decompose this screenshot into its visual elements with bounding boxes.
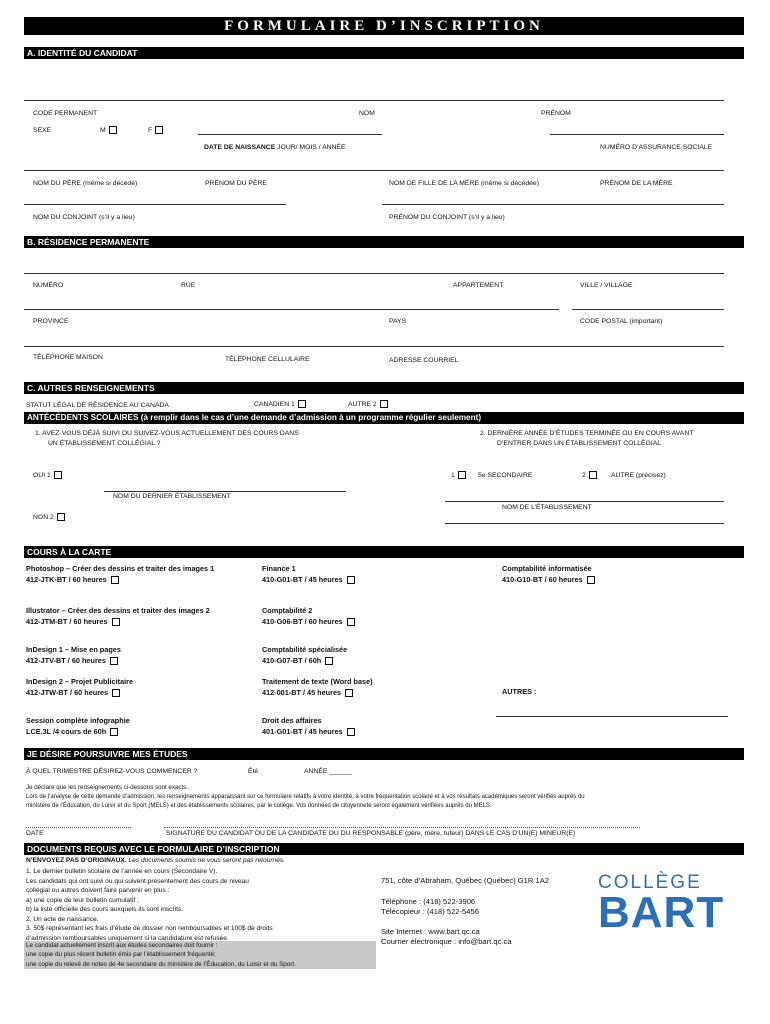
course-comptabilite-specialisee[interactable]: Comptabilité spécialisée 410-G07-BT / 60h [262,645,348,665]
trimestre-label: À QUEL TRIMESTRE DÉSIREZ-VOUS COMMENCER ? [26,768,198,775]
numero-label: NUMÉRO [33,282,64,289]
comptabilite-2-checkbox[interactable] [347,618,355,626]
prenom-label: PRÉNOM [541,110,571,117]
m-label: M [100,126,106,134]
indesign-1-checkbox[interactable] [110,657,118,665]
course-indesign-1[interactable]: InDesign 1 – Mise en pages 412-JTV-BT / 60 heures [26,645,121,665]
telephone-text: Téléphone : (418) 522-3906 [381,897,476,906]
courriel-label: ADRESSE COURRIEL [389,357,459,364]
form-title: FORMULAIRE D’INSCRIPTION [24,17,744,35]
appartement-label: APPARTEMENT [453,282,504,289]
doc-line: collégial ou autres doivent faire parvenir en plus : [26,887,170,894]
doc-line: 3. 50$ représentant les frais d’étude de dossier non remboursables et 100$ de droits [26,925,273,932]
dernier-etab-field[interactable] [104,491,346,492]
prenom-pere-label: PRÉNOM DU PÈRE [205,180,267,187]
identity-line [24,100,724,101]
signature-field[interactable] [164,827,640,828]
grey-line: une copie du relevé de notes de 4e secondaire du ministère de l’Éducation, du Loisir et du Sport. [26,960,296,968]
autre-option[interactable]: AUTRE 2 [348,400,388,408]
documents-header: DOCUMENTS REQUIS AVEC LE FORMULAIRE D’INSCRIPTION [24,843,744,855]
pays-label: PAYS [389,318,407,325]
sexe-label: SEXE [33,127,52,134]
code-postal-field[interactable] [572,309,724,310]
autre-checkbox[interactable] [380,400,388,408]
photoshop-checkbox[interactable] [111,576,119,584]
course-illustrator[interactable]: Illustrator – Créer des dessins et traiter des images 2 412-JTM-BT / 60 heures [26,606,210,626]
f-checkbox[interactable] [155,126,163,134]
n-envoyez-text: N’ENVOYEZ PAS D’ORIGINAUX. Les documents soumis ne vous seront pas retournés. [26,857,285,864]
courrier-text[interactable]: Courrier électronique : info@bart.qc.ca [381,937,512,946]
ete-label[interactable]: Été [248,768,259,775]
code-postal-label: CODE POSTAL (important) [580,318,663,325]
section-b-header: B. RÉSIDENCE PERMANENTE [24,236,744,248]
nom-etab-label: NOM DE L’ÉTABLISSEMENT [502,504,592,511]
province-label: PROVINCE [33,318,69,325]
m-checkbox[interactable] [109,126,117,134]
course-comptabilite-2[interactable]: Comptabilité 2 410-G06-BT / 60 heures [262,605,355,627]
comptabilite-informatisee-checkbox[interactable] [587,576,595,584]
q1-line1: 1. AVEZ-VOUS DÉJÀ SUIVI OU SUIVEZ-VOUS ACTUELLEMENT DES COURS DANS [35,430,299,437]
dernier-etab-label: NOM DU DERNIER ÉTABLISSEMENT [113,493,231,500]
prenom-mere-label: PRÉNOM DE LA MÈRE [600,180,673,187]
college-bart-logo [598,872,724,938]
nas-field[interactable] [550,134,724,135]
cours-header: COURS À LA CARTE [24,546,744,558]
statut-label: STATUT LÉGAL DE RÉSIDENCE AU CANADA [26,402,169,409]
q2-line2: D’ENTRER DANS UN ÉTABLISSEMENT COLLÉGIAL [497,440,662,447]
comptabilite-specialisee-checkbox[interactable] [325,657,333,665]
section-a-header: A. IDENTITÉ DU CANDIDAT [24,47,744,59]
analyse-para-1: Lors de l’analyse de cette demande d’admission, les renseignements apparaissant sur ce formulaire relatifs à votre identité, à votre fréquentation scolaire et à vos résultats académiques seront vérifiés auprès du [26,794,585,800]
autres-label: AUTRES : [502,687,537,696]
doc-line: a) une copie de leur bulletin cumulatif ; [26,896,139,904]
nom-label: NOM [359,110,375,117]
course-comptabilite-informatisee[interactable]: Comptabilité informatisée 410-G10-BT / 60 heures [502,563,595,585]
doc-line: Les candidats qui ont suivi ou qui suivent présentement des cours de niveau [26,877,249,885]
etab-field-1[interactable] [445,501,724,502]
tel-cell-label: TÉLÉPHONE CELLULAIRE [225,356,310,363]
documents-list [26,867,273,943]
site-text[interactable]: Site Internet : www.bart.qc.ca [381,927,480,936]
code-permanent-label: CODE PERMANENT [33,110,98,117]
nas-label: NUMÉRO D’ASSURANCE SOCIALE [600,144,713,151]
section-c-header: C. AUTRES RENSEIGNEMENTS [24,382,744,394]
finance-checkbox[interactable] [347,576,355,584]
telecopieur-text: Télécopieur : (418) 522-5456 [381,907,479,916]
course-traitement-texte[interactable]: Traitement de texte (Word base) 412-001-BT / 45 heures [262,677,373,697]
logo-bart-text: BART [598,888,725,937]
grey-line: une copie du plus récent bulletin émis par l’établissement fréquenté; [26,951,216,959]
province-pays-field[interactable] [24,309,559,310]
annee-label[interactable]: ANNÉE ______ [304,768,352,775]
prenom-conjoint-field[interactable] [382,204,724,205]
droit-affaires-checkbox[interactable] [347,728,355,736]
nom-conjoint-field[interactable] [24,204,286,205]
q1-line2: UN ÉTABLISSEMENT COLLÉGIAL ? [48,440,161,447]
opt1-option[interactable]: 1 [451,471,466,479]
opt2-option[interactable]: 2 [582,471,597,479]
nom-mere-label: NOM DE FILLE DE LA MÈRE (même si décédée) [389,180,539,187]
logo-college-text: COLLÈGE [598,872,702,893]
indesign-2-checkbox[interactable] [112,689,120,697]
course-session-infographie[interactable]: Session complète infographie LCE.3L /4 cours de 60h [26,716,130,736]
grey-note [26,941,296,969]
signature-label: SIGNATURE DU CANDIDAT OU DE LA CANDIDATE OU DU RESPONSABLE (père, mère, tuteur) DANS LE CAS D’UN(E) MINEUR(E) [166,830,576,837]
course-indesign-2[interactable]: InDesign 2 – Projet Publicitaire 412-JTW-BT / 60 heures [26,677,134,697]
etab-field-2[interactable] [445,523,724,524]
course-photoshop[interactable]: Photoshop – Créer des dessins et traiter des images 1 412-JTK-BT / 60 heures [26,564,215,584]
prenom-conjoint-label: PRÉNOM DU CONJOINT (s’il y a lieu) [389,214,505,221]
analyse-para-2: ministère de l’Éducation, du Loisir et du Sport (MELS) et des établissements scolaires, par le collège. Vos données de citoyenneté seront également vérifiées auprès du MELS. [26,803,492,809]
secondaire-checkbox[interactable] [458,471,466,479]
rue-label: RUE [181,282,196,289]
address-line[interactable] [24,273,724,274]
oui-option[interactable]: OUI 1 [33,471,62,479]
q2-line1: 2. DERNIÈRE ANNÉE D’ÉTUDES TERMINÉE OU EN COURS AVANT [480,430,694,437]
date-label: DATE [26,830,44,837]
non-checkbox[interactable] [57,513,65,521]
address-text: 751, côte d’Abraham, Québec (Québec) G1R 1A2 [381,876,550,885]
doc-line: 2. Un acte de naissance. [26,915,99,923]
date-naissance-field[interactable] [198,134,382,135]
course-finance[interactable]: Finance 1 410-G01-BT / 45 heures [262,563,355,585]
doc-line: b) la liste officielle des cours auxquels ils sont inscrits. [26,906,184,913]
session-infographie-checkbox[interactable] [110,728,118,736]
date-field[interactable] [26,827,131,828]
traitement-texte-checkbox[interactable] [345,689,353,697]
ville-label: VILLE / VILLAGE [580,282,633,289]
autres-field[interactable] [496,716,728,717]
nom-conjoint-label: NOM DU CONJOINT (s’il y a lieu) [33,214,135,221]
antecedents-header: ANTÉCÉDENTS SCOLAIRES (à remplir dans le cas d’une demande d’admission à un programme régulier seulement) [24,412,744,424]
nom-pere-label: NOM DU PÈRE (même si décédé) [33,180,138,187]
secondaire-label: 5e SECONDAIRE [478,472,533,479]
canadien-option[interactable]: CANADIEN 1 [254,400,306,408]
phone-line[interactable] [24,346,724,347]
date-naissance-label: DATE DE NAISSANCE JOUR/ MOIS / ANNÉE [204,144,346,151]
f-label: F [148,126,153,134]
oui-checkbox[interactable] [54,471,62,479]
autre-precisez-label: AUTRE (précisez) [611,472,666,479]
doc-line: d’admission remboursables uniquement si la candidature est refusée. [26,934,229,942]
doc-line: 1. Le dernier bulletin scolaire de l’année en cours (Secondaire V). [26,868,218,875]
course-droit-affaires[interactable]: Droit des affaires 401-G01-BT / 45 heures [262,715,355,737]
tel-maison-label: TÉLÉPHONE MAISON [33,354,103,361]
canadien-checkbox[interactable] [298,400,306,408]
autre-precisez-checkbox[interactable] [589,471,597,479]
declare-text: Je déclare que les renseignements ci-dessous sont exacts. [26,784,188,791]
sexe-f-option[interactable] [148,126,163,134]
non-option[interactable]: NON 2 [33,513,65,521]
grey-line: Le candidat actuellement inscrit aux études secondaires doit fournir : [26,942,218,949]
sexe-m-option[interactable] [100,126,117,134]
parents-line[interactable] [24,170,724,171]
poursuivre-header: JE DÉSIRE POURSUIVRE MES ÉTUDES [24,748,744,760]
illustrator-checkbox[interactable] [112,618,120,626]
